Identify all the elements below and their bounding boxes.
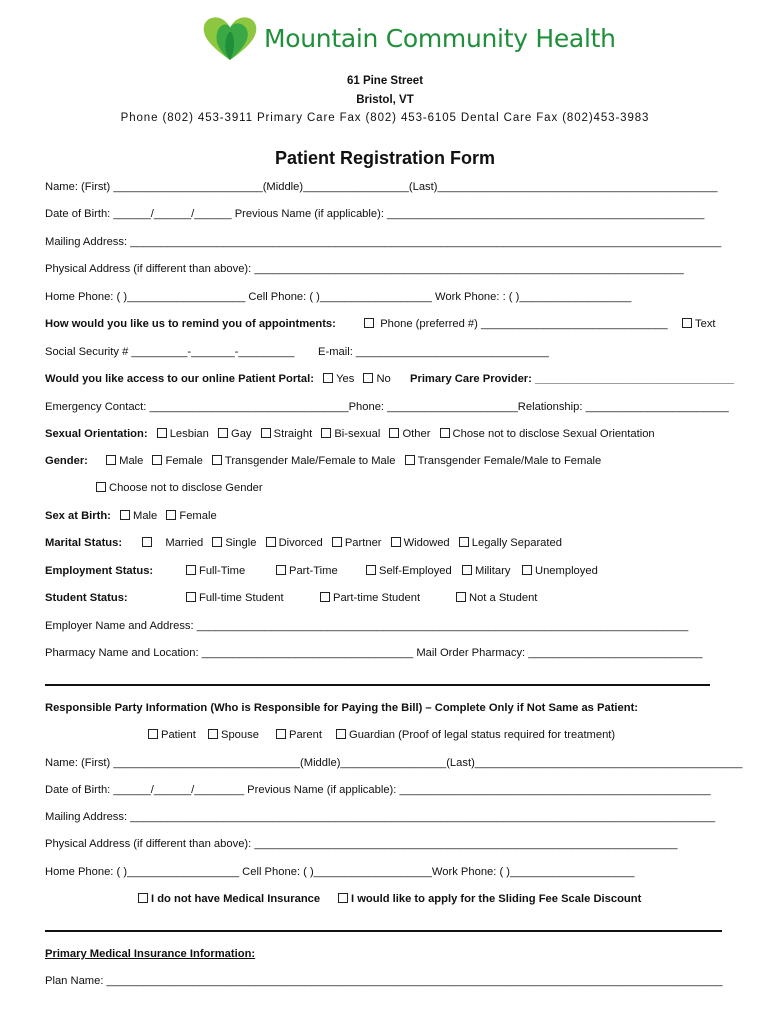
checkbox[interactable]: [366, 565, 376, 575]
checkbox[interactable]: [218, 428, 228, 438]
checkbox[interactable]: [142, 537, 152, 547]
employment-part-time[interactable]: Part-Time: [289, 565, 338, 577]
sexual-orientation-row: [45, 428, 655, 440]
portal-label: Would you like access to our online Patient Portal:: [45, 373, 314, 385]
checkbox[interactable]: [266, 537, 276, 547]
responsible-physical-field[interactable]: Physical Address (if different than above): ____________________________________________________________________: [45, 838, 678, 850]
marital-widowed[interactable]: Widowed: [403, 537, 450, 549]
org-name: Mountain Community Health: [264, 23, 616, 53]
reminder-row: [45, 318, 668, 330]
checkbox[interactable]: [138, 893, 148, 903]
checkbox[interactable]: [332, 537, 342, 547]
checkbox[interactable]: [389, 428, 399, 438]
student-status-label: Student Status:: [45, 592, 128, 604]
portal-yes-label: Yes: [336, 373, 355, 385]
checkbox[interactable]: [405, 455, 415, 465]
responsible-parent[interactable]: Parent: [289, 729, 322, 741]
plan-name-field[interactable]: Plan Name: ___________________________________________________________________________________________________: [45, 975, 723, 987]
checkbox[interactable]: [276, 565, 286, 575]
checkbox[interactable]: [120, 510, 130, 520]
street-address: 61 Pine Street: [346, 75, 424, 87]
sex-female[interactable]: Female: [179, 510, 217, 522]
patient-name-field[interactable]: Name: (First) ________________________(Middle)_________________(Last)_____________________________________________: [45, 181, 718, 193]
orientation-bisexual[interactable]: Bi-sexual: [334, 428, 381, 440]
orientation-other[interactable]: Other: [402, 428, 431, 440]
sexual-orientation-label: Sexual Orientation:: [45, 428, 148, 440]
gender-not-disclosed[interactable]: Choose not to disclose Gender: [109, 482, 263, 494]
sex-at-birth-label: Sex at Birth:: [45, 510, 111, 522]
marital-married[interactable]: Married: [165, 537, 204, 549]
portal-no-label: No: [376, 373, 391, 385]
portal-row: [45, 373, 391, 385]
marital-separated[interactable]: Legally Separated: [471, 537, 562, 549]
insurance-heading: Primary Medical Insurance Information:: [45, 948, 256, 960]
form-title: Patient Registration Form: [274, 148, 496, 168]
gender-label: Gender:: [45, 455, 88, 467]
heart-logo-icon: [200, 14, 260, 62]
student-part-time[interactable]: Part-time Student: [333, 592, 421, 604]
employment-unemployed[interactable]: Unemployed: [535, 565, 598, 577]
checkbox[interactable]: [261, 428, 271, 438]
patient-physical-address-field[interactable]: Physical Address (if different than above): _____________________________________________________________________: [45, 263, 684, 275]
reminder-phone-label: Phone (preferred #) ______________________________: [380, 318, 668, 330]
ssn-field[interactable]: Social Security # _________-_______-_________: [45, 346, 295, 358]
checkbox[interactable]: [456, 592, 466, 602]
portal-yes-checkbox[interactable]: [323, 373, 333, 383]
section-divider: [45, 684, 710, 686]
checkbox[interactable]: [157, 428, 167, 438]
city-state: Bristol, VT: [356, 94, 414, 106]
checkbox[interactable]: [276, 729, 286, 739]
gender-not-disclosed-option: [90, 482, 263, 494]
responsible-dob-field[interactable]: Date of Birth: ______/______/________ Previous Name (if applicable): __________________________________________________: [45, 784, 711, 796]
checkbox[interactable]: [320, 592, 330, 602]
marital-status-label: Marital Status:: [45, 537, 123, 549]
orientation-not-disclosed[interactable]: Chose not to disclose Sexual Orientation: [452, 428, 655, 440]
checkbox[interactable]: [338, 893, 348, 903]
checkbox[interactable]: [212, 455, 222, 465]
checkbox[interactable]: [186, 565, 196, 575]
checkbox[interactable]: [96, 482, 106, 492]
checkbox[interactable]: [152, 455, 162, 465]
checkbox[interactable]: [440, 428, 450, 438]
reminder-text-option: [682, 318, 716, 330]
marital-partner[interactable]: Partner: [344, 537, 382, 549]
checkbox[interactable]: [106, 455, 116, 465]
checkbox[interactable]: [186, 592, 196, 602]
email-field[interactable]: E-mail: _______________________________: [318, 346, 549, 358]
logo: [200, 14, 616, 62]
gender-male[interactable]: Male: [119, 455, 144, 467]
phone-fax-line: Phone (802) 453-3911 Primary Care Fax (802) 453-6105 Dental Care Fax (802)453-3983: [120, 112, 650, 124]
section-divider-2: [45, 930, 722, 932]
marital-divorced[interactable]: Divorced: [278, 537, 323, 549]
checkbox[interactable]: [391, 537, 401, 547]
checkbox[interactable]: [212, 537, 222, 547]
no-insurance-option[interactable]: I do not have Medical Insurance: [151, 893, 321, 905]
sex-male[interactable]: Male: [133, 510, 158, 522]
responsible-name-field[interactable]: Name: (First) ______________________________(Middle)_________________(Last)___________________________________________: [45, 757, 743, 769]
employment-military[interactable]: Military: [475, 565, 511, 577]
marital-status-row: [45, 537, 562, 549]
gender-female[interactable]: Female: [165, 455, 203, 467]
gender-trans-female[interactable]: Transgender Female/Male to Female: [417, 455, 602, 467]
sliding-fee-option[interactable]: I would like to apply for the Sliding Fee Scale Discount: [351, 893, 642, 905]
emergency-contact-field[interactable]: Emergency Contact: ________________________________Phone: _____________________Relationship: _______________________: [45, 401, 729, 413]
checkbox[interactable]: [148, 729, 158, 739]
primary-care-provider-field[interactable]: Primary Care Provider: ________________________________: [410, 373, 735, 385]
employment-full-time[interactable]: Full-Time: [199, 565, 246, 577]
orientation-gay[interactable]: Gay: [231, 428, 252, 440]
employer-field[interactable]: Employer Name and Address: _______________________________________________________________________________: [45, 620, 689, 632]
orientation-lesbian[interactable]: Lesbian: [169, 428, 209, 440]
student-not-student[interactable]: Not a Student: [469, 592, 538, 604]
responsible-mailing-field[interactable]: Mailing Address: ______________________________________________________________________________________________: [45, 811, 716, 823]
employment-self-employed[interactable]: Self-Employed: [379, 565, 452, 577]
checkbox[interactable]: [321, 428, 331, 438]
patient-mailing-address-field[interactable]: Mailing Address: _______________________________________________________________________________________________: [45, 236, 722, 248]
checkbox[interactable]: [462, 565, 472, 575]
checkbox[interactable]: [459, 537, 469, 547]
checkbox[interactable]: [336, 729, 346, 739]
reminder-text-checkbox[interactable]: [682, 318, 692, 328]
responsible-guardian[interactable]: Guardian (Proof of legal status required for treatment): [349, 729, 616, 741]
gender-row: [45, 455, 601, 467]
patient-phones-field[interactable]: Home Phone: ( )___________________ Cell Phone: ( )__________________ Work Phone: : ( )__________________: [45, 291, 632, 303]
checkbox[interactable]: [208, 729, 218, 739]
patient-dob-field[interactable]: Date of Birth: ______/______/______ Previous Name (if applicable): ___________________________________________________: [45, 208, 705, 220]
gender-trans-male[interactable]: Transgender Male/Female to Male: [224, 455, 396, 467]
reminder-phone-checkbox[interactable]: [364, 318, 374, 328]
portal-no-checkbox[interactable]: [363, 373, 373, 383]
responsible-spouse[interactable]: Spouse: [221, 729, 259, 741]
pharmacy-field[interactable]: Pharmacy Name and Location: __________________________________ Mail Order Pharmacy: ____________________________: [45, 647, 703, 659]
responsible-patient[interactable]: Patient: [161, 729, 196, 741]
marital-single[interactable]: Single: [225, 537, 257, 549]
reminder-label: How would you like us to remind you of appointments:: [45, 318, 336, 330]
employment-status-label: Employment Status:: [45, 565, 154, 577]
orientation-straight[interactable]: Straight: [273, 428, 313, 440]
student-full-time[interactable]: Full-time Student: [199, 592, 284, 604]
checkbox[interactable]: [522, 565, 532, 575]
reminder-text-label: Text: [695, 318, 716, 330]
sex-at-birth-row: [45, 510, 217, 522]
responsible-phones-field[interactable]: Home Phone: ( )__________________ Cell Phone: ( )___________________Work Phone: ( )____________________: [45, 866, 635, 878]
checkbox[interactable]: [166, 510, 176, 520]
responsible-party-heading: Responsible Party Information (Who is Responsible for Paying the Bill) – Complete Only if Not Same as Patient:: [45, 702, 639, 714]
